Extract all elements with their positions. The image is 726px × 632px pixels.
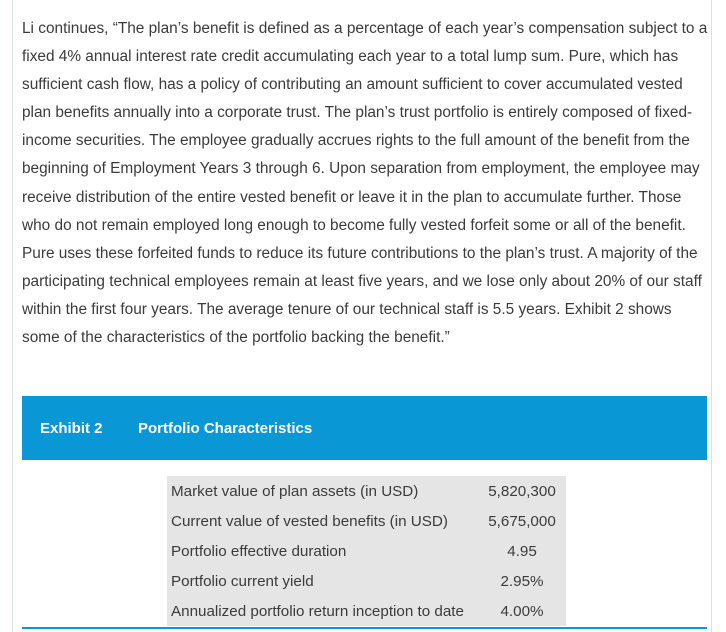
- portfolio-characteristics-table: [167, 476, 566, 626]
- row-value: 5,675,000: [488, 512, 556, 530]
- table-row: [167, 566, 566, 596]
- exhibit-header: [22, 396, 707, 460]
- row-label: Portfolio current yield: [171, 572, 314, 590]
- row-label: Annualized portfolio return inception to date: [171, 602, 464, 620]
- exhibit-number: Exhibit 2: [40, 419, 103, 437]
- row-value: 2.95%: [500, 572, 544, 590]
- exhibit-title: Portfolio Characteristics: [138, 419, 313, 437]
- row-label: Current value of vested benefits (in USD): [171, 512, 448, 530]
- row-label: Portfolio effective duration: [171, 542, 347, 560]
- portfolio-table-wrap: [167, 476, 566, 626]
- row-value: 4.00%: [500, 602, 544, 620]
- row-value: 5,820,300: [488, 482, 556, 500]
- table-row: [167, 506, 566, 536]
- row-value: 4.95: [507, 542, 537, 560]
- bottom-rule: [22, 627, 707, 629]
- table-row: [167, 596, 566, 626]
- table-row: [167, 536, 566, 566]
- row-label: Market value of plan assets (in USD): [171, 482, 419, 500]
- table-row: [167, 476, 566, 506]
- case-paragraph: Li continues, “The plan’s benefit is defined as a percentage of each year’s compensation subject to a fixed 4% annual interest rate credit accumulating each year to a total lump sum. Pure, which has sufficient cash flow, has a policy of contributing an amount sufficient to cover accumulated vested plan benefits annually into a corporate trust. The plan’s trust portfolio is entirely composed of fixed-income securities. The employee gradually accrues rights to the full amount of the benefit from the beginning of Employment Years 3 through 6. Upon separation from employment, the employee may receive distribution of the entire vested benefit or leave it in the plan to accumulate further. Those who do not remain employed long enough to become fully vested forfeit some or all of the benefit. Pure uses these forfeited funds to reduce its future contributions to the plan’s trust. A majority of the participating technical employees remain at least five years, and we lose only about 20% of our staff within the first four years. The average tenure of our technical staff is 5.5 years. Exhibit 2 shows some of the characteristics of the portfolio backing the benefit.”: [22, 20, 708, 347]
